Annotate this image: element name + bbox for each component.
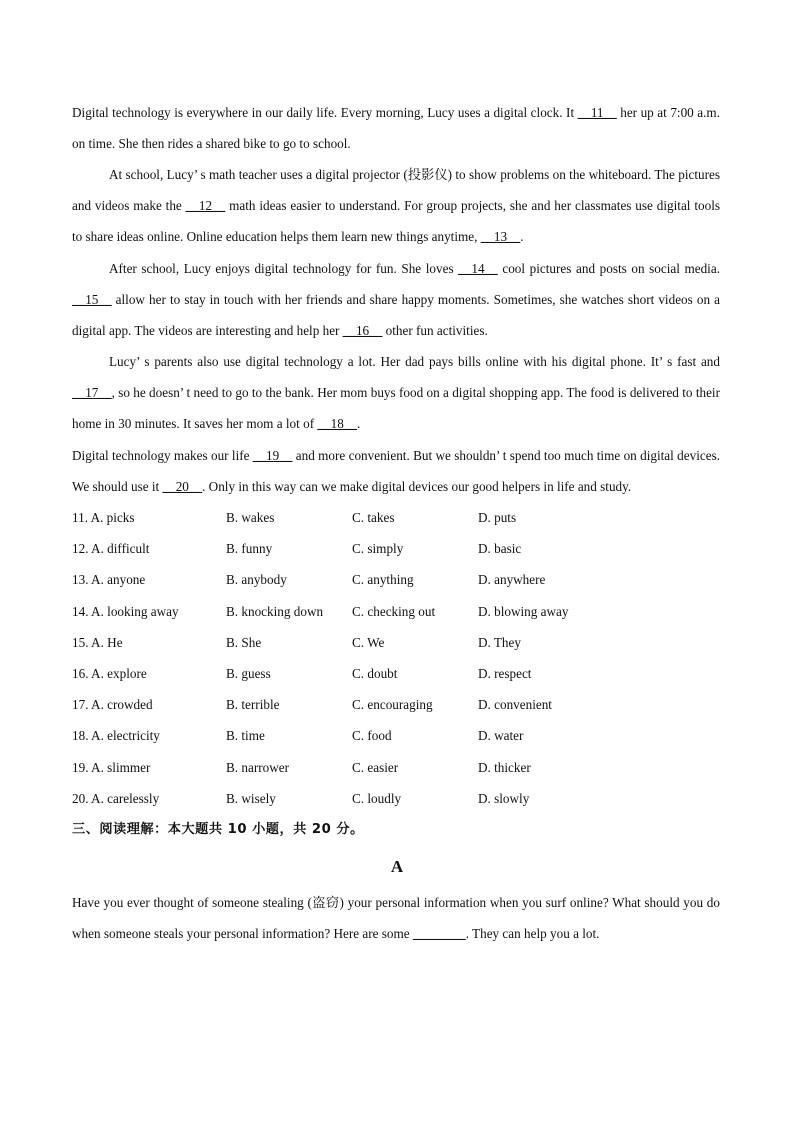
option-b: B. narrower bbox=[226, 759, 289, 775]
text: allow her to stay in touch with her friends and share happy moments. Sometimes, she watches short videos on a digital app. The videos are interesting and help her bbox=[72, 292, 720, 339]
option-c: C. loudly bbox=[352, 790, 402, 806]
blank-13: __13__ bbox=[480, 229, 521, 245]
option-row-20 bbox=[72, 783, 722, 814]
option-b: B. guess bbox=[226, 665, 271, 681]
text: cool pictures and posts on social media. bbox=[497, 261, 721, 276]
option-b: B. wakes bbox=[226, 510, 275, 525]
option-c: C. simply bbox=[352, 541, 404, 557]
option-a: 12. A. difficult bbox=[72, 541, 150, 557]
blank-19: __19__ bbox=[252, 448, 293, 463]
option-row-19 bbox=[72, 752, 722, 783]
option-c: C. We bbox=[352, 634, 385, 650]
text: other fun activities. bbox=[382, 323, 488, 339]
option-d: D. convenient bbox=[478, 697, 552, 713]
blank-16: __16__ bbox=[342, 323, 383, 339]
text: , so he doesn’ t need to go to the bank. Her mom buys food on a digital shopping app. The food is delivered to their home in 30 minutes. It saves her mom a lot of bbox=[72, 385, 720, 432]
text: . Only in this way can we make digital devices our good helpers in life and study. bbox=[202, 479, 632, 495]
blank-20: __20__ bbox=[162, 479, 203, 495]
option-row-17 bbox=[72, 689, 722, 720]
option-c: C. encouraging bbox=[352, 697, 433, 713]
option-row-14 bbox=[72, 596, 722, 627]
option-d: D. water bbox=[478, 728, 524, 744]
blank-11: __11__ bbox=[577, 105, 617, 120]
option-a: 14. A. looking away bbox=[72, 603, 179, 619]
option-c: C. easier bbox=[352, 759, 399, 775]
option-a: 16. A. explore bbox=[72, 665, 147, 681]
option-a: 20. A. carelessly bbox=[72, 790, 160, 806]
option-a: 15. A. He bbox=[72, 634, 123, 650]
text: Digital technology makes our life bbox=[72, 448, 253, 463]
option-b: B. terrible bbox=[226, 697, 280, 713]
section-heading: 三、阅读理解：本大题共 10 小题，共 20 分。 bbox=[72, 822, 364, 837]
option-row-12 bbox=[72, 533, 722, 564]
option-d: D. blowing away bbox=[478, 603, 569, 619]
option-a: 13. A. anyone bbox=[72, 572, 146, 588]
option-b: B. time bbox=[226, 728, 265, 744]
option-d: D. anywhere bbox=[478, 572, 546, 588]
text: Have you ever thought of someone stealing (盗窃) your personal information when you surf online? What should you do when someone steals your personal information? Here are some bbox=[72, 895, 720, 942]
option-b: B. anybody bbox=[226, 572, 287, 588]
blank-17: __17__ bbox=[72, 385, 112, 401]
option-a: 17. A. crowded bbox=[72, 697, 153, 713]
text: . bbox=[520, 229, 524, 245]
text: her up at 7:00 a.m. on time. She then rides a shared bike to go to school. bbox=[72, 105, 720, 152]
cloze-paragraph-2 bbox=[72, 159, 720, 253]
option-a: 19. A. slimmer bbox=[72, 759, 151, 775]
option-d: D. They bbox=[478, 634, 521, 650]
option-d: D. puts bbox=[478, 510, 517, 525]
option-row-18 bbox=[72, 720, 722, 751]
option-a: 11. A. picks bbox=[72, 510, 135, 525]
passage-title: A bbox=[390, 857, 404, 876]
text: Digital technology is everywhere in our daily life. Every morning, Lucy uses a digital clock. It bbox=[72, 105, 578, 120]
option-b: B. funny bbox=[226, 541, 273, 557]
text: math ideas easier to understand. For group projects, she and her classmates use digital tools to share ideas online. Online education helps them learn new things anytime, bbox=[72, 198, 720, 245]
option-c: C. checking out bbox=[352, 603, 436, 619]
title-blank: ________ bbox=[412, 926, 466, 942]
text: After school, Lucy enjoys digital technology for fun. She loves bbox=[109, 261, 459, 276]
option-a: 18. A. electricity bbox=[72, 728, 160, 744]
option-b: B. wisely bbox=[226, 790, 276, 806]
option-d: D. slowly bbox=[478, 790, 530, 806]
option-row-11 bbox=[72, 502, 722, 533]
text: and more convenient. But we shouldn’ t spend too much time on digital devices. We should use it bbox=[72, 448, 720, 495]
cloze-paragraph-3 bbox=[72, 253, 720, 347]
cloze-paragraph-4 bbox=[72, 346, 720, 440]
text: . bbox=[356, 416, 361, 432]
text: . They can help you a lot. bbox=[465, 926, 600, 942]
text: Lucy’ s parents also use digital technology a lot. Her dad pays bills online with his digital phone. It’ s fast and bbox=[109, 354, 720, 369]
blank-14: __14__ bbox=[458, 261, 498, 276]
answer-options bbox=[72, 502, 722, 814]
blank-12: __12__ bbox=[185, 198, 226, 214]
option-c: C. food bbox=[352, 728, 392, 744]
blank-18: __18__ bbox=[317, 416, 357, 432]
option-c: C. anything bbox=[352, 572, 414, 588]
cloze-paragraph-5 bbox=[72, 440, 720, 502]
option-row-15 bbox=[72, 627, 722, 658]
option-d: D. basic bbox=[478, 541, 522, 557]
option-b: B. She bbox=[226, 634, 262, 650]
option-c: C. doubt bbox=[352, 665, 398, 681]
option-c: C. takes bbox=[352, 510, 395, 525]
passage-intro bbox=[72, 887, 720, 949]
option-row-16 bbox=[72, 658, 722, 689]
cloze-paragraph-1 bbox=[72, 97, 720, 159]
blank-15: __15__ bbox=[72, 292, 112, 308]
text: At school, Lucy’ s math teacher uses a digital projector (投影仪) to show problems on the whiteboard. The pictures and videos make the bbox=[72, 167, 720, 214]
option-d: D. thicker bbox=[478, 759, 531, 775]
option-d: D. respect bbox=[478, 665, 532, 681]
option-b: B. knocking down bbox=[226, 603, 324, 619]
option-row-13 bbox=[72, 564, 722, 595]
